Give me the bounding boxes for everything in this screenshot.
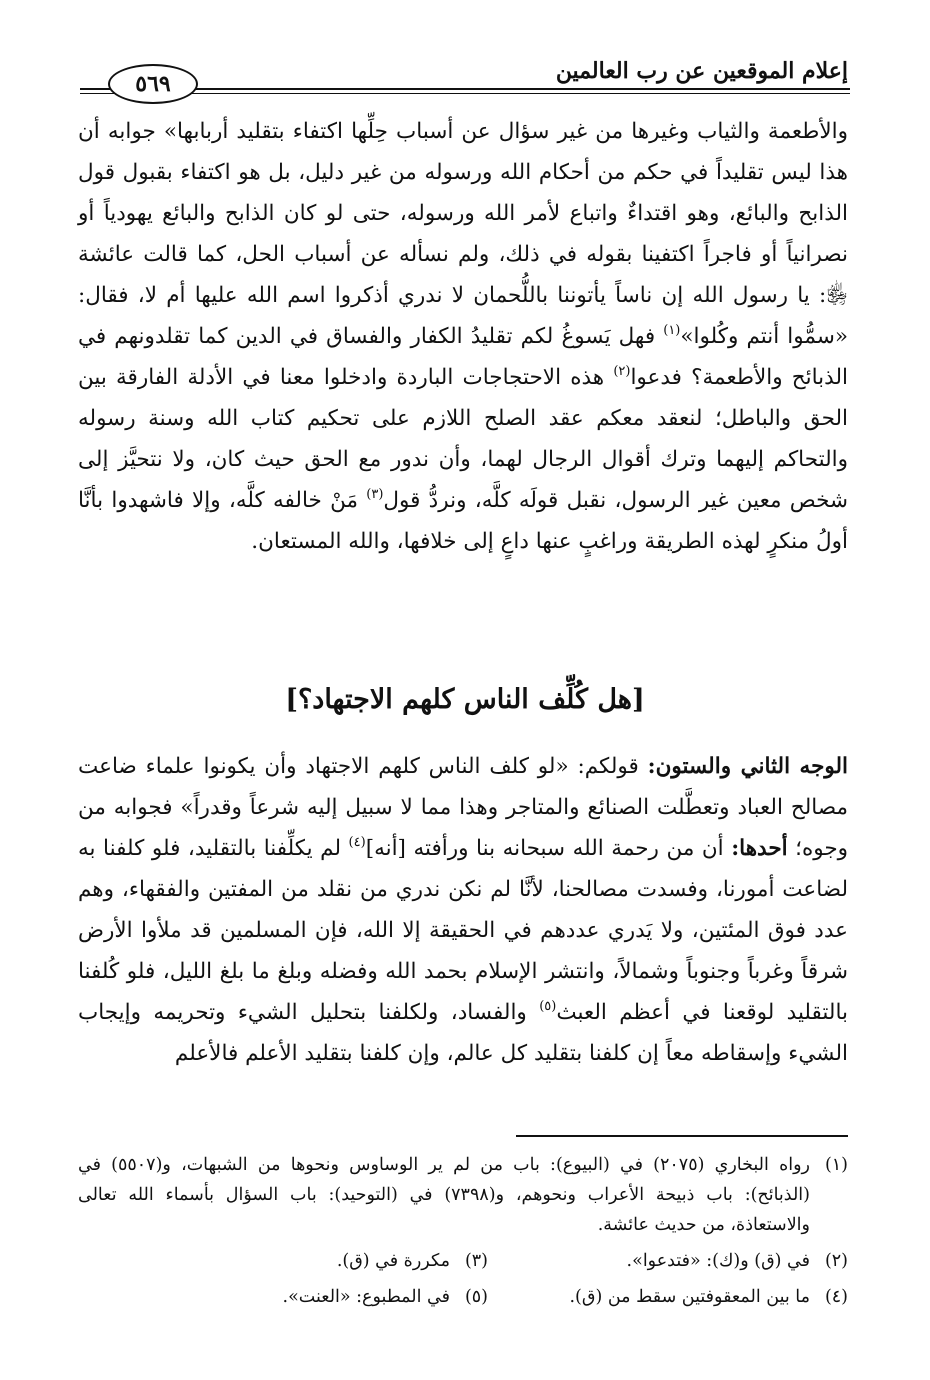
footnote-ref-3: (٣) bbox=[366, 487, 384, 502]
footnote-5 bbox=[283, 1282, 488, 1312]
footnote-ref-1: (١) bbox=[663, 323, 681, 338]
footnote-3 bbox=[337, 1246, 488, 1276]
footnote-text: ما بين المعقوفتين سقط من (ق). bbox=[569, 1287, 810, 1307]
footnote-2 bbox=[488, 1246, 848, 1276]
footnote-number: (٢) bbox=[824, 1251, 848, 1271]
footnote-text: مكررة في (ق). bbox=[336, 1251, 450, 1271]
footnote-text: في (ق) و(ك): «فتدعوا». bbox=[626, 1251, 810, 1271]
paragraph-text: والأطعمة والثياب وغيرها من غير سؤال عن أسباب حِلِّها اكتفاء بتقليد أربابها» جوابه أن هذا ليس تقليداً في حكم من أحكام الله ورسوله من غير دليل، بل هو اكتفاء بقبول قول الذابح والبائع، وهو اقتداءٌ واتباع لأمر الله ورسوله، حتى لو كان الذابح والبائع يهودياً أو نصرانياً أو فاجراً اكتفينا بقوله في ذلك، ولم نسأله عن أسباب الحل، كما قالت عائشة ﵂: يا رسول الله إن ناساً يأتوننا باللُّحمان لا ندري أذكروا اسم الله عليها أم لا، فقال: «سمُّوا أنتم وكُلوا» bbox=[78, 119, 848, 349]
footnotes bbox=[78, 1150, 848, 1312]
paragraph-keyword: أحدها: bbox=[731, 836, 788, 861]
footnote-1 bbox=[78, 1150, 848, 1240]
footnote-rule bbox=[516, 1135, 848, 1137]
paragraph-text: لم يكلِّفنا بالتقليد، فلو كلفنا به لضاعت أمورنا، وفسدت مصالحنا، لأنَّا لم نكن ندري من نقلد من المفتين والفقهاء، وهم عدد فوق المئتين، ولا يَدري عددهم في الحقيقة إلا الله، فإن المسلمين قد ملأوا الأرض شرقاً وغرباً وجنوباً وشمالاً، وانتشر الإسلام بحمد الله وفضله وبلغ ما بلغ الليل، فلو كُلفنا بالتقليد لوقعنا في أعظم العبث bbox=[78, 836, 849, 1025]
footnote-number: (٥) bbox=[464, 1287, 488, 1307]
section-heading: [هل كُلِّف الناس كلهم الاجتهاد؟] bbox=[285, 684, 645, 715]
footnote-row-4-5 bbox=[78, 1282, 848, 1312]
paragraph-text: فهل يَسوغُ لكم تقليدُ الكفار والفساق في الدين كما تقلدونهم في الذبائح والأطعمة؟ فدعوا bbox=[78, 324, 848, 390]
body-paragraph-1 bbox=[78, 111, 848, 562]
footnote-text: في المطبوع: «العنت». bbox=[282, 1287, 450, 1307]
footnote-ref-4: (٤) bbox=[348, 835, 366, 850]
footnote-number: (٣) bbox=[464, 1251, 488, 1271]
header-rule-thin bbox=[80, 93, 850, 94]
paragraph-text: مَنْ خالفه كلَّه، وإلا فاشهدوا بأنَّا أولُ منكرٍ لهذه الطريقة وراغبٍ عنها داعٍ إلى خلافها، والله المستعان. bbox=[78, 488, 848, 554]
footnote-number: (١) bbox=[824, 1155, 848, 1175]
paragraph-text: أن من رحمة الله سبحانه بنا ورأفته [أنه] bbox=[365, 836, 732, 861]
footnote-ref-2: (٢) bbox=[613, 364, 631, 379]
footnote-number: (٤) bbox=[824, 1287, 848, 1307]
running-title: إعلام الموقعين عن رب العالمين bbox=[555, 58, 848, 84]
footnote-ref-5: (٥) bbox=[539, 999, 557, 1014]
paragraph-text: والفساد، ولكلفنا بتحليل الشيء وتحريمه وإيجاب الشيء وإسقاطه معاً إن كلفنا بتقليد كل عالم، وإن كلفنا بتقليد الأعلم فالأعلم bbox=[78, 1000, 848, 1066]
paragraph-lead: الوجه الثاني والستون: bbox=[647, 754, 848, 779]
footnote-row-2-3 bbox=[78, 1246, 848, 1276]
page-number: ٥٦٩ bbox=[108, 64, 198, 104]
footnote-text: رواه البخاري (٢٠٧٥) في (البيوع): باب من لم ير الوساوس ونحوها من الشبهات، و(٥٥٠٧) في (الذبائح): باب ذبيحة الأعراب ونحوهم، و(٧٣٩٨) في (التوحيد): باب السؤال بأسماء الله تعالى والاستعاذة، من حديث عائشة. bbox=[78, 1155, 811, 1235]
paragraph-text: هذه الاحتجاجات الباردة وادخلوا معنا في الأدلة الفارقة بين الحق والباطل؛ لنعقد معكم عقد الصلح اللازم على تحكيم كتاب الله وسنة رسوله والتحاكم إليهما وترك أقوال الرجال لهما، وأن ندور مع الحق حيث كان، ولا نتحيَّز إلى شخص معين غير الرسول، نقبل قولَه كلَّه، ونردُّ قول bbox=[78, 365, 848, 513]
footnote-4 bbox=[488, 1282, 848, 1312]
paragraph-text: قولكم: «لو كلف الناس كلهم الاجتهاد وأن يكونوا علماء ضاعت مصالح العباد وتعطَّلت الصنائع والمتاجر وهذا مما لا سبيل إليه شرعاً وقدراً» فجوابه من وجوه؛ bbox=[78, 754, 848, 861]
body-paragraph-2 bbox=[78, 746, 848, 1074]
